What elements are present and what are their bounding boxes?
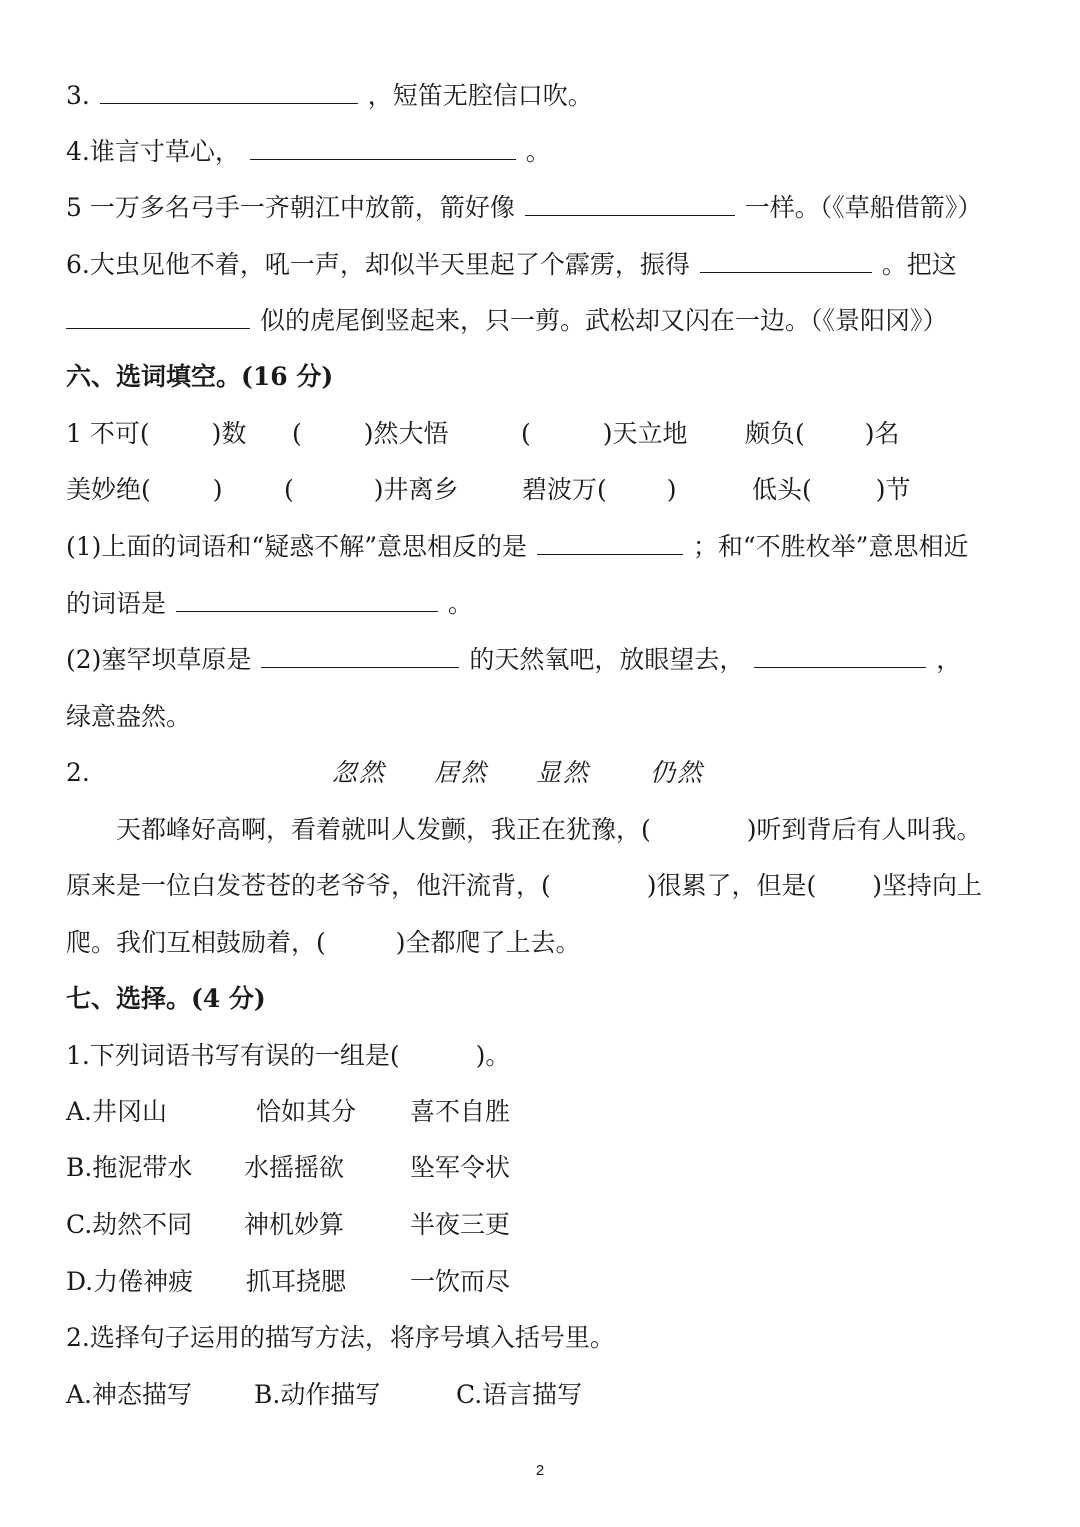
- option-word: A.井冈山: [66, 1097, 168, 1126]
- word-bank-item: 显然: [536, 758, 591, 787]
- method-option: C.语言描写: [456, 1380, 583, 1409]
- paragraph-line-3: [66, 923, 1040, 963]
- question-3: [66, 76, 1040, 116]
- word-bank-item: 居然: [434, 758, 489, 787]
- option-word: B.拖泥带水: [66, 1153, 193, 1182]
- option-word: 水摇摇欲: [244, 1153, 345, 1182]
- idiom-8: [752, 470, 911, 510]
- answer-blank[interactable]: [261, 641, 459, 668]
- question-text: 1.下列词语书写有误的一组是(: [66, 1041, 400, 1070]
- question-text: 。: [447, 589, 473, 618]
- idiom-text: (: [284, 475, 294, 504]
- question-text: 4.谁言寸草心，: [66, 137, 240, 166]
- question-4: [66, 132, 1040, 172]
- idiom-row-1: [66, 414, 1040, 454]
- paragraph-text: 天都峰好高啊，看着就叫人发颤，我正在犹豫，(: [116, 815, 651, 844]
- sub-question-2-line-2: 绿意盎然。: [66, 702, 192, 731]
- idiom-text: 碧波万(: [522, 475, 607, 504]
- idiom-text: (: [521, 419, 531, 448]
- question-6-line-2: [66, 301, 1040, 341]
- idiom-text: )天立地: [602, 419, 688, 448]
- choice-question-2: 2.选择句子运用的描写方法，将序号填入括号里。: [66, 1323, 615, 1352]
- paragraph-line-2: [66, 866, 1040, 906]
- question-5: [66, 188, 1040, 228]
- sub-question-1-line-2: [66, 584, 1040, 624]
- paragraph-text: )坚持向上: [872, 871, 983, 900]
- question-text: ，: [936, 645, 962, 674]
- word-bank-item: 仍然: [650, 758, 705, 787]
- idiom-text: ): [212, 475, 223, 504]
- question-number: 2.: [66, 758, 90, 787]
- answer-blank[interactable]: [525, 189, 735, 216]
- idiom-text: 美妙绝(: [66, 475, 151, 504]
- question-text: 。: [525, 137, 551, 166]
- idiom-7: [522, 470, 677, 510]
- question-text: 5 一万多名弓手一齐朝江中放箭，箭好像: [66, 193, 515, 222]
- question-text: 的天然氧吧，放眼望去，: [469, 645, 745, 674]
- description-method-options: [66, 1375, 1040, 1415]
- answer-blank[interactable]: [700, 246, 872, 273]
- question-6-line-1: [66, 245, 1040, 285]
- sub-question-1-line-1: [66, 527, 1040, 567]
- option-word: 抓耳挠腮: [246, 1267, 347, 1296]
- option-word: D.力倦神疲: [66, 1267, 194, 1296]
- paragraph-text: )全都爬了上去。: [395, 928, 581, 957]
- question-text: 一样。（《草船借箭》）: [744, 193, 983, 222]
- idiom-text: )节: [875, 475, 911, 504]
- word-bank-item: 忽然: [332, 758, 387, 787]
- page-number: 2: [535, 1462, 545, 1479]
- answer-blank[interactable]: [250, 133, 516, 160]
- option-d[interactable]: [66, 1262, 1040, 1302]
- idiom-row-2: [66, 470, 1040, 510]
- question-text: 6.大虫见他不着，吼一声，却似半天里起了个霹雳，振得: [66, 250, 690, 279]
- paragraph-line-1: [116, 810, 1040, 850]
- idiom-5: [66, 470, 223, 510]
- section-6-heading: 六、选词填空。(16 分): [66, 362, 334, 391]
- question-number: 3.: [66, 81, 90, 110]
- paragraph-text: 原来是一位白发苍苍的老爷爷，他汗流背，(: [66, 871, 551, 900]
- choice-question-1: [66, 1036, 1040, 1076]
- question-text: ；和“不胜枚举”意思相近: [692, 532, 969, 561]
- question-text: 似的虎尾倒竖起来，只一剪。武松却又闪在一边。（《景阳冈》）: [259, 306, 948, 335]
- option-word: C.劫然不同: [66, 1210, 193, 1239]
- question-text: (1)上面的词语和“疑惑不解”意思相反的是: [66, 532, 527, 561]
- idiom-1: [66, 414, 246, 454]
- option-word: 坠军令状: [410, 1153, 511, 1182]
- idiom-text: 低头(: [752, 475, 812, 504]
- sub-question-2-line-1: [66, 640, 1040, 680]
- answer-blank[interactable]: [537, 528, 683, 555]
- option-word: 喜不自胜: [410, 1097, 511, 1126]
- idiom-text: (: [292, 419, 302, 448]
- paragraph-text: )很累了，但是(: [646, 871, 817, 900]
- option-c[interactable]: [66, 1205, 1040, 1245]
- question-text: ，短笛无腔信口吹。: [367, 81, 593, 110]
- option-word: 恰如其分: [256, 1097, 357, 1126]
- option-a[interactable]: [66, 1092, 1040, 1132]
- option-word: 半夜三更: [410, 1210, 511, 1239]
- idiom-text: )井离乡: [373, 475, 459, 504]
- paragraph-text: )听到背后有人叫我。: [746, 815, 982, 844]
- method-option: B.动作描写: [254, 1380, 381, 1409]
- answer-blank[interactable]: [754, 641, 926, 668]
- idiom-text: )名: [864, 419, 900, 448]
- question-text: )。: [475, 1041, 511, 1070]
- idiom-6: [284, 470, 459, 510]
- word-bank-row: [66, 753, 1040, 793]
- question-text: 的词语是: [66, 589, 167, 618]
- idiom-2: [292, 414, 449, 454]
- question-text: (2)塞罕坝草原是: [66, 645, 252, 674]
- idiom-text: )然大悟: [363, 419, 449, 448]
- idiom-text: 1 不可(: [66, 419, 150, 448]
- paragraph-text: 爬。我们互相鼓励着，(: [66, 928, 326, 957]
- idiom-text: 颇负(: [745, 419, 805, 448]
- section-7-heading: 七、选择。(4 分): [66, 984, 266, 1013]
- method-option: A.神态描写: [66, 1380, 193, 1409]
- idiom-4: [745, 414, 900, 454]
- answer-blank[interactable]: [176, 585, 438, 612]
- question-text: 。把这: [881, 250, 957, 279]
- idiom-text: )数: [211, 419, 247, 448]
- idiom-3: [521, 414, 688, 454]
- answer-blank[interactable]: [66, 302, 250, 329]
- idiom-text: ): [666, 475, 677, 504]
- option-word: 一饮而尽: [410, 1267, 511, 1296]
- option-word: 神机妙算: [244, 1210, 345, 1239]
- option-b[interactable]: [66, 1148, 1040, 1188]
- answer-blank[interactable]: [100, 77, 358, 104]
